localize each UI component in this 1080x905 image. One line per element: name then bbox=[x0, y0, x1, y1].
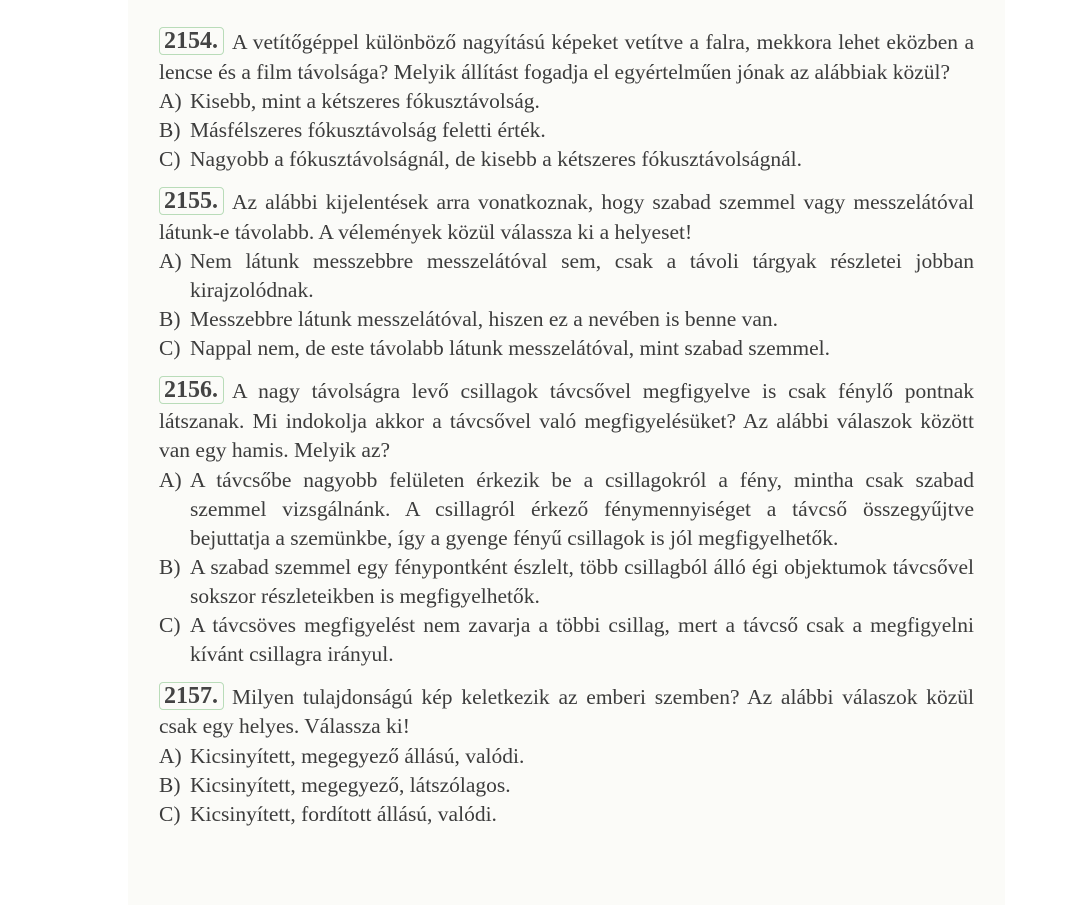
problem-number-badge: 2155. bbox=[159, 187, 224, 215]
option-text: Másfélszeres fókusztávolság feletti érték. bbox=[190, 118, 546, 142]
option-text: Kicsinyített, megegyező állású, valódi. bbox=[190, 743, 525, 768]
problem-question: A nagy távolságra levő csillagok távcsővel megfigyelve is csak fénylő pontnak látszanak. Mi indokolja akkor a távcsővel való megfigyelésüket? Az alábbi válaszok között van egy hamis. Melyik az? bbox=[159, 379, 974, 462]
problem-stem bbox=[159, 27, 974, 87]
problem-number-badge: 2156. bbox=[159, 376, 224, 404]
option-letter: B) bbox=[159, 554, 181, 579]
problem-2154 bbox=[159, 27, 974, 174]
problem-2156 bbox=[159, 376, 974, 669]
answer-option-b bbox=[159, 771, 974, 800]
option-text: Messzebbre látunk messzelátóval, hiszen ez a nevében is benne van. bbox=[190, 307, 779, 331]
problem-question: Az alábbi kijelentések arra vonatkoznak, hogy szabad szemmel vagy messzelátóval látunk-e távolabb. A vélemények közül válassza ki a helyeset! bbox=[159, 190, 974, 244]
answer-option-a bbox=[159, 466, 974, 553]
answer-option-c bbox=[159, 145, 974, 174]
option-letter: C) bbox=[159, 801, 181, 826]
option-text: Kicsinyített, fordított állású, valódi. bbox=[190, 801, 497, 826]
option-text: A távcsőbe nagyobb felületen érkezik be a csillagokról a fény, mintha csak szabad szemmel vizsgálnánk. A csillagról érkező fénymennyiséget a távcső összegyűjtve bejuttatja a szemünkbe, így a gyenge fényű csillagok is jól megfigyelhetők. bbox=[190, 467, 974, 550]
option-text: Nappal nem, de este távolabb látunk messzelátóval, mint szabad szemmel. bbox=[190, 336, 831, 360]
answer-option-b bbox=[159, 305, 974, 334]
problem-list bbox=[159, 27, 974, 842]
problem-stem bbox=[159, 187, 974, 247]
option-letter: B) bbox=[159, 307, 181, 331]
problem-2157 bbox=[159, 682, 974, 829]
option-letter: A) bbox=[159, 89, 182, 113]
answer-option-b bbox=[159, 116, 974, 145]
answer-option-a bbox=[159, 247, 974, 305]
option-letter: A) bbox=[159, 743, 182, 768]
answer-option-c bbox=[159, 611, 974, 669]
option-text: Kisebb, mint a kétszeres fókusztávolság. bbox=[190, 89, 540, 113]
problem-stem bbox=[159, 682, 974, 742]
problem-question: Milyen tulajdonságú kép keletkezik az emberi szemben? Az alábbi válaszok közül csak egy helyes. Válassza ki! bbox=[159, 684, 974, 738]
option-letter: B) bbox=[159, 118, 181, 142]
option-text: A szabad szemmel egy fénypontként észlelt, több csillagból álló égi objektumok távcsővel sokszor részleteikben is megfigyelhetők. bbox=[190, 554, 974, 608]
problem-2155 bbox=[159, 187, 974, 363]
option-letter: C) bbox=[159, 147, 181, 171]
option-text: A távcsöves megfigyelést nem zavarja a többi csillag, mert a távcső csak a megfigyelni kívánt csillagra irányul. bbox=[190, 612, 974, 666]
answer-option-c bbox=[159, 334, 974, 363]
answer-option-a bbox=[159, 742, 974, 771]
answer-option-c bbox=[159, 800, 974, 829]
option-letter: A) bbox=[159, 467, 182, 492]
answer-option-a bbox=[159, 87, 974, 116]
option-text: Nagyobb a fókusztávolságnál, de kisebb a kétszeres fókusztávolságnál. bbox=[190, 147, 802, 171]
problem-number-badge: 2154. bbox=[159, 27, 224, 55]
option-text: Kicsinyített, megegyező, látszólagos. bbox=[190, 772, 511, 797]
option-letter: C) bbox=[159, 336, 181, 360]
option-letter: A) bbox=[159, 249, 182, 273]
problem-question: A vetítőgéppel különböző nagyítású képeket vetítve a falra, mekkora lehet eközben a lencse és a film távolsága? Melyik állítást fogadja el egyértelműen jónak az alábbiak közül? bbox=[159, 30, 974, 84]
problem-stem bbox=[159, 376, 974, 466]
option-text: Nem látunk messzebbre messzelátóval sem, csak a távoli tárgyak részletei jobban kirajzolódnak. bbox=[190, 249, 974, 302]
option-letter: C) bbox=[159, 612, 181, 637]
document-page bbox=[128, 0, 1005, 905]
option-letter: B) bbox=[159, 772, 181, 797]
problem-number-badge: 2157. bbox=[159, 682, 224, 710]
answer-option-b bbox=[159, 553, 974, 611]
